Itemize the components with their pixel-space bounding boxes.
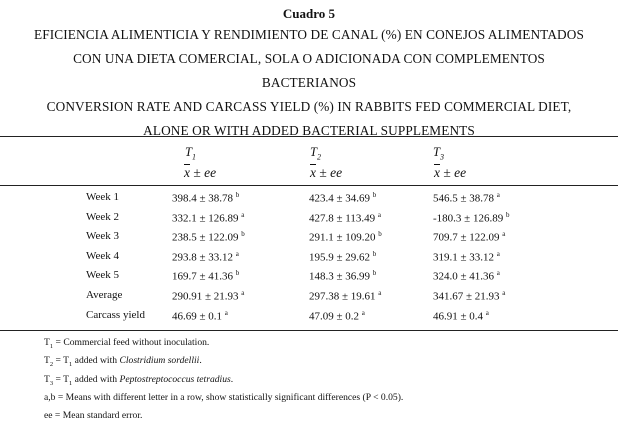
stat-header-t1: $\overline{x}$ ± ee [184,165,217,180]
significance-letter: a [496,191,500,199]
cell-value: 238.5 ± 122.09 [172,231,239,244]
cell-value: 332.1 ± 126.89 [172,212,239,225]
cell-value: 291.1 ± 109.20 [309,231,376,244]
cell-value: 47.09 ± 0.2 [309,310,360,323]
table-cell [433,211,509,225]
significance-letter: a [502,230,506,239]
table-cell [433,309,489,323]
cell-value: -180.3 ± 126.89 [433,212,504,225]
cell-value: 148.3 ± 36.99 [309,271,371,284]
significance-letter: b [372,269,377,278]
table-cell [433,269,500,283]
cell-value: 324.0 ± 41.36 [433,271,495,284]
row-label: Week 1 [86,191,120,203]
row-label: Week 2 [86,210,120,223]
footnote-t1: $T_1$ = Commercial feed without inoculation. [44,337,210,350]
footnote-t2: $T_2 = T_1$ added with Clostridium sordellii. [44,355,202,368]
cell-value: 46.91 ± 0.4 [433,310,484,323]
row-label: Week 5 [86,269,120,282]
significance-letter: a [485,308,489,317]
table-cell [309,211,381,225]
footnote-ee: ee = Mean standard error. [44,410,143,421]
row-label: Week 3 [86,230,120,243]
table-cell [172,289,244,303]
table-top-rule [0,136,618,137]
cell-value: 319.1 ± 33.12 [433,251,495,264]
cell-value: 297.38 ± 19.61 [309,290,376,303]
footnote-t3: $T_3 = T_1$ added with Peptostreptococcus tetradius. [44,374,234,387]
cell-value: 195.9 ± 29.62 [309,251,371,264]
table-cell [433,230,505,244]
col-header-t3: $T_3$ [433,145,444,162]
significance-letter: b [372,191,377,199]
significance-letter: a [496,249,500,258]
table-cell [172,191,239,205]
title-es-line-2: CON UNA DIETA COMERCIAL, SOLA O ADICIONADA CON COMPLEMENTOS [73,51,545,66]
cell-value: 423.4 ± 34.69 [309,192,371,205]
stat-header-t3: $\overline{x}$ ± ee [434,165,467,180]
significance-letter: a [377,210,381,219]
title-en-line-1: CONVERSION RATE AND CARCASS YIELD (%) IN RABBITS FED COMMERCIAL DIET, [46,99,572,114]
table-cell [309,230,382,244]
significance-letter: a [361,308,365,317]
table-cell [172,230,245,244]
footnote-significance: a,b = Means with different letter in a row, show statistically significant differences (P < 0.05). [44,392,404,403]
table-cell [172,250,239,264]
col-header-t2: $T_2$ [310,145,321,162]
title-es-line-3: BACTERIANOS [261,75,357,90]
significance-letter: b [235,191,240,199]
table-cell [433,289,505,303]
cell-value: 290.91 ± 21.93 [172,290,239,303]
significance-letter: b [235,269,240,278]
header-rule [0,185,618,186]
col-header-t1: $T_1$ [185,145,196,162]
table-cell [309,269,376,283]
table-cell [309,309,365,323]
table-bottom-rule [0,330,618,331]
significance-letter: a [502,289,506,297]
table-cell [172,309,228,323]
table-cell [433,250,500,264]
title-en-line-2: ALONE OR WITH ADDED BACTERIAL SUPPLEMENTS [143,123,475,138]
table-cell [309,191,376,205]
cell-value: 398.4 ± 38.78 [172,192,234,205]
significance-letter: b [241,230,245,239]
cell-value: 427.8 ± 113.49 [309,212,376,225]
table-cell [172,211,244,225]
table-cell [309,289,381,303]
significance-letter: a [224,308,228,317]
caption: Cuadro 5 [282,6,336,21]
significance-letter: a [496,269,500,278]
cell-value: 46.69 ± 0.1 [172,310,223,323]
row-label: Carcass yield [86,308,145,321]
significance-letter: b [505,210,510,219]
cell-value: 341.67 ± 21.93 [433,290,500,303]
stat-header-t2: $\overline{x}$ ± ee [310,165,343,180]
significance-letter: a [378,289,382,297]
cell-value: 293.8 ± 33.12 [172,251,234,264]
table-cell [433,191,500,205]
significance-letter: a [235,249,239,258]
table-cell [309,250,376,264]
significance-letter: a [241,210,245,219]
row-label: Week 4 [86,249,120,262]
significance-letter: a [241,289,245,297]
row-label: Average [86,289,123,301]
significance-letter: b [372,249,377,258]
cell-value: 709.7 ± 122.09 [433,231,500,244]
cell-value: 169.7 ± 41.36 [172,271,234,284]
table-cell [172,269,239,283]
cell-value: 546.5 ± 38.78 [433,192,495,205]
title-es-line-1: EFICIENCIA ALIMENTICIA Y RENDIMIENTO DE CANAL (%) EN CONEJOS ALIMENTADOS [34,27,584,42]
significance-letter: b [378,230,382,239]
